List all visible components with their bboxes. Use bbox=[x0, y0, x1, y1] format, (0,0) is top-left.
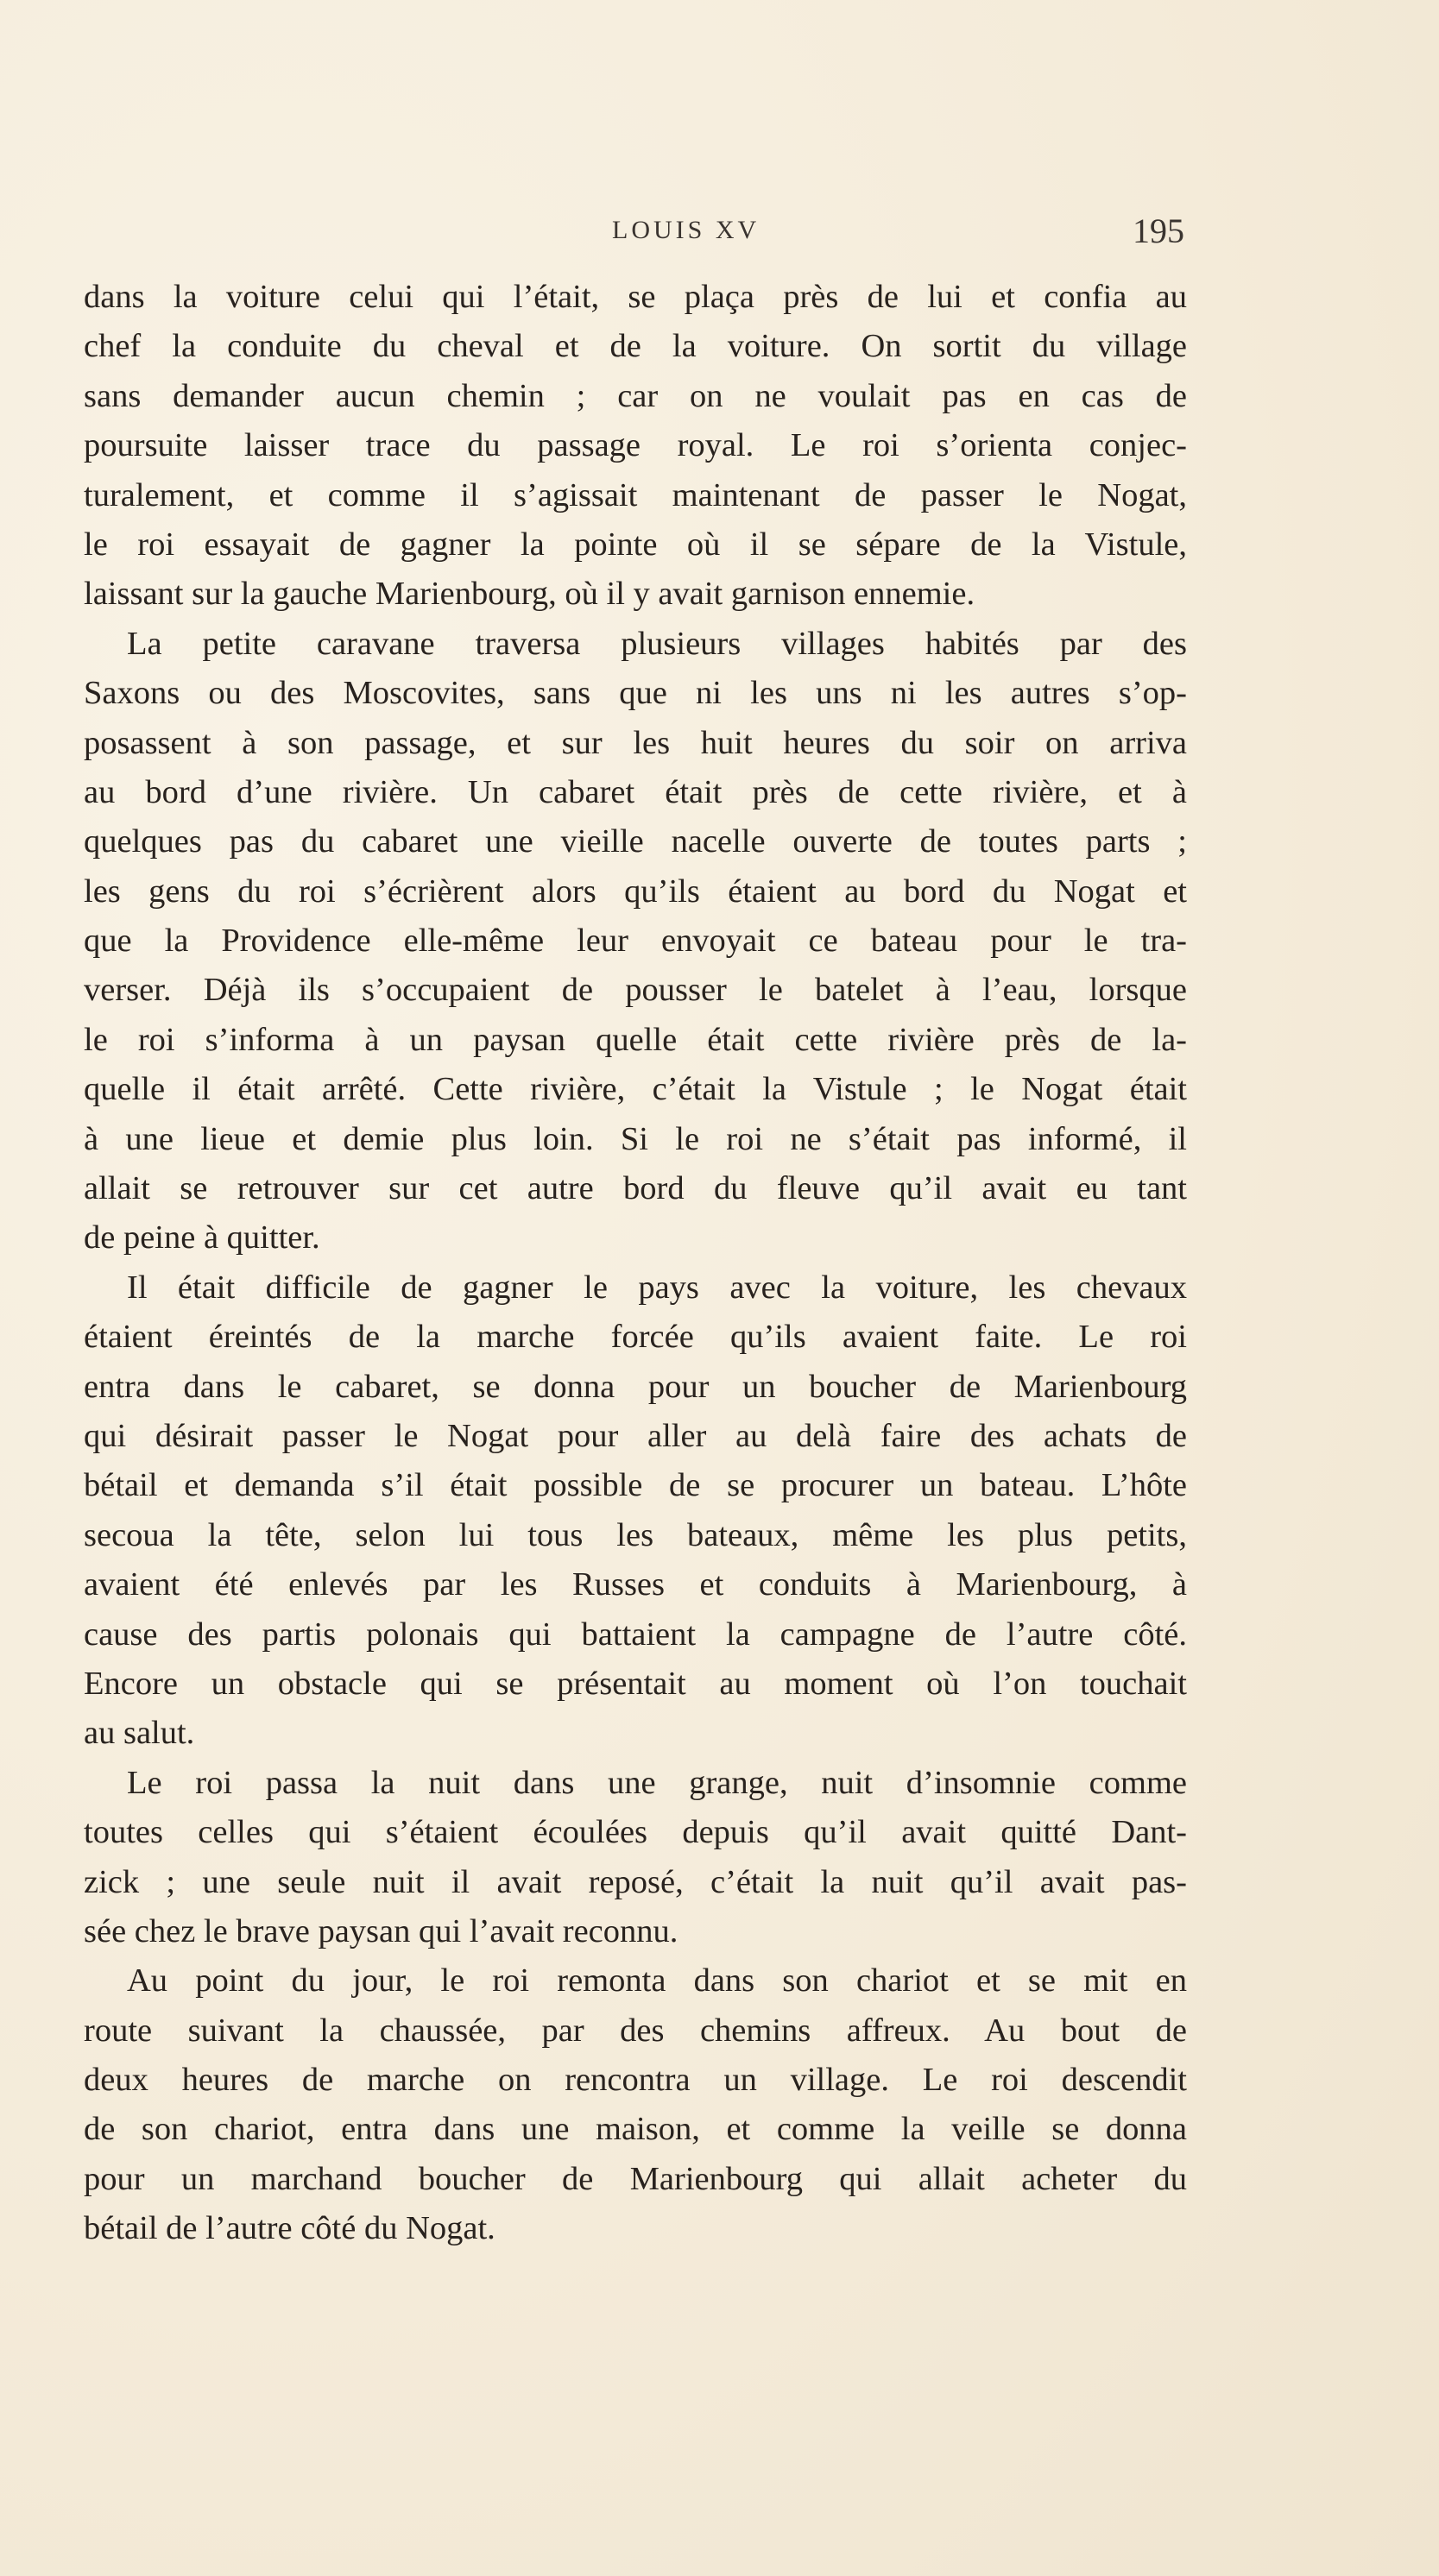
paragraph bbox=[84, 620, 1187, 1263]
text-line: cause des partis polonais qui battaient la campagne de l’autre côté. bbox=[84, 1616, 1187, 1653]
text-line: Saxons ou des Moscovites, sans que ni les uns ni les autres s’op- bbox=[84, 675, 1187, 712]
running-title: LOUIS XV bbox=[612, 216, 761, 244]
body-text bbox=[84, 273, 1187, 2254]
text-line: le roi s’informa à un paysan quelle était cette rivière près de la- bbox=[84, 1021, 1187, 1058]
text-line: de son chariot, entra dans une maison, et comme la veille se donna bbox=[84, 2111, 1187, 2148]
text-line: sans demander aucun chemin ; car on ne voulait pas en cas de bbox=[84, 377, 1187, 414]
text-line: chef la conduite du cheval et de la voiture. On sortit du village bbox=[84, 328, 1187, 365]
text-line: allait se retrouver sur cet autre bord du fleuve qu’il avait eu tant bbox=[84, 1170, 1187, 1207]
text-line: turalement, et comme il s’agissait maintenant de passer le Nogat, bbox=[84, 476, 1187, 513]
text-line: deux heures de marche on rencontra un village. Le roi descendit bbox=[84, 2062, 1187, 2099]
paragraph bbox=[84, 273, 1187, 620]
text-line: secoua la tête, selon lui tous les bateaux, même les plus petits, bbox=[84, 1516, 1187, 1553]
text-line: qui désirait passer le Nogat pour aller au delà faire des achats de bbox=[84, 1417, 1187, 1454]
text-line: Le roi passa la nuit dans une grange, nuit d’insomnie comme bbox=[127, 1764, 1187, 1801]
paragraph bbox=[84, 1263, 1187, 1759]
paragraph bbox=[84, 1759, 1187, 1957]
text-line: de peine à quitter. bbox=[84, 1219, 320, 1257]
text-line: quelle il était arrêté. Cette rivière, c’était la Vistule ; le Nogat était bbox=[84, 1071, 1187, 1108]
text-line: laissant sur la gauche Marienbourg, où il y avait garnison ennemie. bbox=[84, 576, 975, 613]
text-line: poursuite laisser trace du passage royal. Le roi s’orienta conjec- bbox=[84, 427, 1187, 464]
text-line: à une lieue et demie plus loin. Si le roi ne s’était pas informé, il bbox=[84, 1120, 1187, 1157]
text-line: quelques pas du cabaret une vieille nacelle ouverte de toutes parts ; bbox=[84, 823, 1187, 860]
page-header bbox=[84, 211, 1184, 250]
text-line: avaient été enlevés par les Russes et conduits à Marienbourg, à bbox=[84, 1566, 1187, 1603]
text-line: dans la voiture celui qui l’était, se plaça près de lui et confia au bbox=[84, 279, 1187, 315]
text-line: le roi essayait de gagner la pointe où il se sépare de la Vistule, bbox=[84, 526, 1187, 563]
text-line: Il était difficile de gagner le pays avec la voiture, les chevaux bbox=[127, 1269, 1187, 1306]
text-line: les gens du roi s’écrièrent alors qu’ils étaient au bord du Nogat et bbox=[84, 872, 1187, 910]
text-line: La petite caravane traversa plusieurs villages habités par des bbox=[127, 625, 1187, 662]
text-line: bétail et demanda s’il était possible de se procurer un bateau. L’hôte bbox=[84, 1467, 1187, 1504]
paragraph bbox=[84, 1956, 1187, 2253]
text-line: au bord d’une rivière. Un cabaret était près de cette rivière, et à bbox=[84, 773, 1187, 810]
text-line: entra dans le cabaret, se donna pour un boucher de Marienbourg bbox=[84, 1368, 1187, 1405]
text-line: route suivant la chaussée, par des chemins affreux. Au bout de bbox=[84, 2012, 1187, 2049]
text-line: toutes celles qui s’étaient écoulées depuis qu’il avait quitté Dant- bbox=[84, 1814, 1187, 1851]
text-line: zick ; une seule nuit il avait reposé, c’était la nuit qu’il avait pas- bbox=[84, 1863, 1187, 1900]
text-line: étaient éreintés de la marche forcée qu’ils avaient faite. Le roi bbox=[84, 1319, 1187, 1356]
text-line: au salut. bbox=[84, 1715, 195, 1752]
text-line: pour un marchand boucher de Marienbourg qui allait acheter du bbox=[84, 2160, 1187, 2197]
text-line: verser. Déjà ils s’occupaient de pousser le batelet à l’eau, lorsque bbox=[84, 972, 1187, 1009]
text-line: Au point du jour, le roi remonta dans son chariot et se mit en bbox=[127, 1962, 1187, 2000]
page-number: 195 bbox=[1133, 211, 1184, 250]
text-line: que la Providence elle-même leur envoyait ce bateau pour le tra- bbox=[84, 923, 1187, 960]
text-line: posassent à son passage, et sur les huit heures du soir on arriva bbox=[84, 724, 1187, 761]
text-line: Encore un obstacle qui se présentait au moment où l’on touchait bbox=[84, 1665, 1187, 1702]
text-line: bétail de l’autre côté du Nogat. bbox=[84, 2210, 495, 2247]
text-line: sée chez le brave paysan qui l’avait reconnu. bbox=[84, 1912, 678, 1949]
